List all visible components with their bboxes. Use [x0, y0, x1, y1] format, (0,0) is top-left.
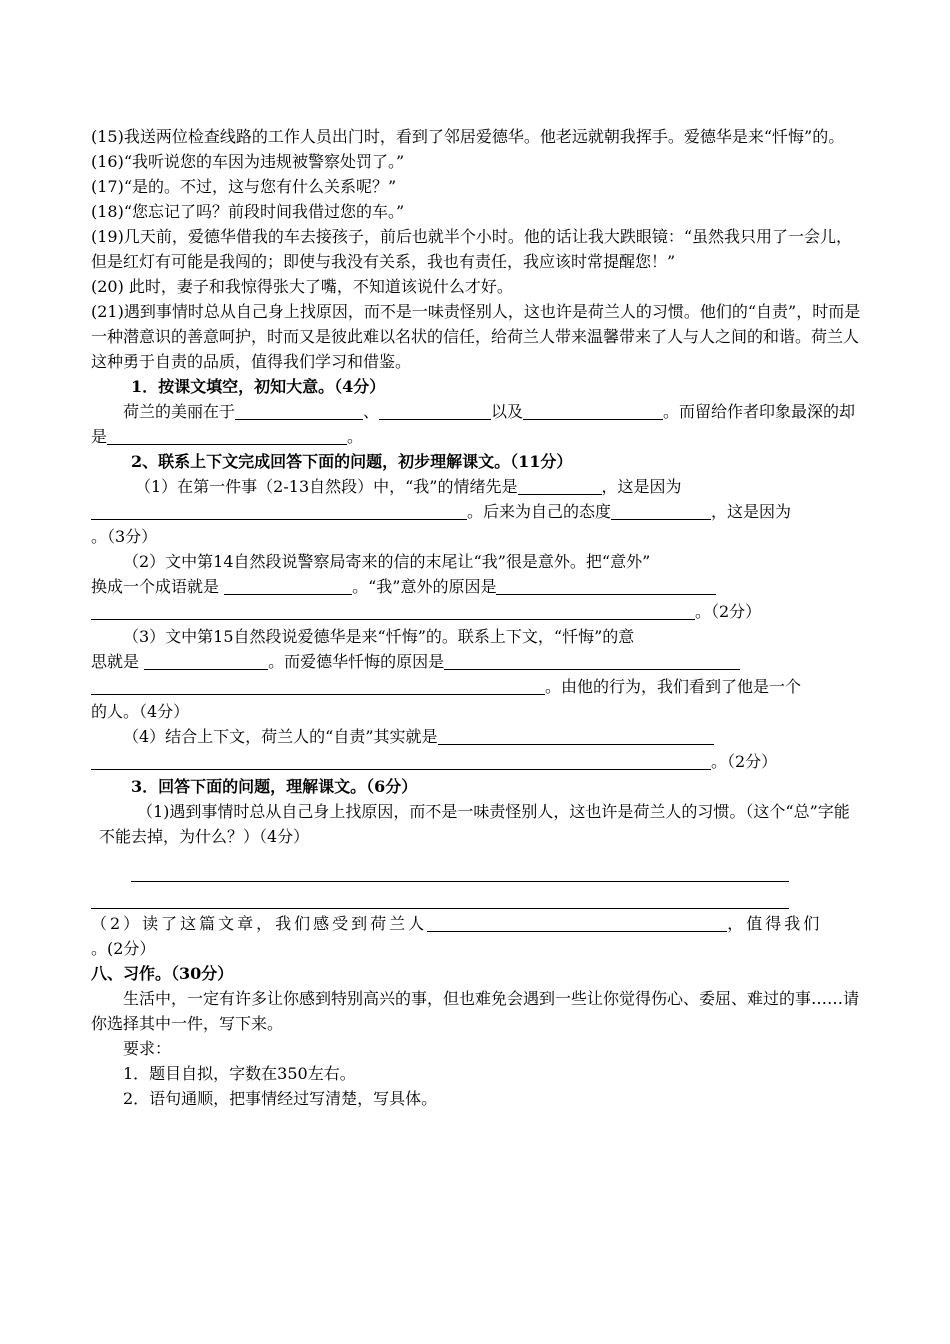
spacer	[91, 849, 861, 859]
answer-blank[interactable]	[144, 651, 268, 670]
q3-sub2-line1	[91, 911, 861, 936]
answer-blank[interactable]	[427, 913, 727, 932]
section-8-title: 八、习作。（30分）	[91, 964, 234, 983]
section-8-requirement-2: 2．语句通顺，把事情经过写清楚，写具体。	[123, 1089, 438, 1108]
q2-sub3-line4: 的人。（4分）	[91, 702, 190, 721]
answer-blank[interactable]	[518, 476, 602, 495]
q2-sub4-text-b: 。（2分）	[711, 752, 778, 771]
q2-sub2-line3	[91, 599, 861, 624]
paragraph-20: (20) 此时，妻子和我惊得张大了嘴，不知道该说什么才好。	[91, 277, 513, 296]
q2-sub1-line3: 。（3分）	[91, 527, 158, 546]
q2-sub3-text-b: 思就是	[91, 652, 140, 671]
answer-blank[interactable]	[91, 601, 695, 620]
q2-sub1-text-d: ，这是因为	[711, 502, 792, 521]
q2-sub3-text-d: 。由他的行为，我们看到了他是一个	[545, 677, 802, 696]
paragraph-19: (19)几天前，爱德华借我的车去接孩子，前后也就半个小时。他的话让我大跌眼镜：“虽然我只用了一会儿，但是红灯有可能是我闯的；即使与我没有关系，我也有责任，我应该时常提醒您！”	[91, 227, 853, 271]
q2-sub2-text-d: 。（2分）	[695, 602, 762, 621]
q2-sub1-text-a: （1）在第一件事（2-13自然段）中，“我”的情绪先是	[135, 477, 518, 496]
q2-sub1-text-c: 。后来为自己的态度	[467, 502, 612, 521]
q1-text-4: 。而留给作者印象最深的却是	[91, 402, 856, 446]
q3-sub2-text-b: ，值得我们	[727, 914, 823, 933]
answer-blank[interactable]	[91, 751, 711, 770]
section-8-requirement-label: 要求：	[123, 1039, 172, 1058]
q1-text-5: 。	[347, 427, 364, 446]
answer-blank[interactable]	[91, 501, 467, 520]
document-page	[91, 124, 861, 1111]
q2-sub3-line1: （3）文中第15自然段说爱德华是来“忏悔”的。联系上下文，“忏悔”的意	[123, 627, 635, 646]
section-8-requirement-1: 1．题目自拟，字数在350左右。	[123, 1064, 356, 1083]
answer-blank[interactable]	[224, 576, 352, 595]
answer-blank[interactable]	[235, 401, 363, 420]
question-2-title: 2、联系上下文完成回答下面的问题，初步理解课文。（11分）	[131, 452, 573, 471]
answer-line[interactable]	[91, 886, 789, 909]
answer-blank[interactable]	[107, 426, 347, 445]
q2-sub3-line3	[91, 674, 861, 699]
q2-sub4-text-a: （4）结合上下文，荷兰人的“自责”其实就是	[123, 727, 438, 746]
q2-sub3-line2	[91, 649, 861, 674]
q3-sub2-line2: 。(2分）	[91, 939, 156, 958]
q3-sub1	[91, 799, 861, 849]
question-1-body	[91, 399, 861, 449]
answer-blank[interactable]	[496, 576, 716, 595]
answer-blank[interactable]	[611, 501, 711, 520]
paragraph-16: (16)“我听说您的车因为违规被警察处罚了。”	[91, 152, 405, 171]
answer-blank[interactable]	[438, 726, 714, 745]
paragraph-17: (17)“是的。不过，这与您有什么关系呢？”	[91, 177, 397, 196]
answer-line[interactable]	[131, 859, 789, 882]
question-3-title: 3．回答下面的问题，理解课文。（6分）	[131, 777, 418, 796]
q1-text-1: 荷兰的美丽在于	[123, 402, 236, 421]
q2-sub2-text-c: 。“我”意外的原因是	[352, 577, 497, 596]
section-8-intro: 生活中，一定有许多让你感到特别高兴的事，但也难免会遇到一些让你觉得伤心、委屈、难过的事……请你选择其中一件，写下来。	[91, 989, 860, 1033]
q2-sub3-text-c: 。而爱德华忏悔的原因是	[268, 652, 445, 671]
q2-sub1-line1	[91, 474, 861, 499]
q2-sub2-line1: （2）文中第14自然段说警察局寄来的信的末尾让“我”很是意外。把“意外”	[123, 552, 651, 571]
q2-sub4-line1	[91, 724, 861, 749]
question-1-title: 1．按课文填空，初知大意。（4分）	[131, 377, 386, 396]
q3-sub2-text-a: （2）读了这篇文章，我们感受到荷兰人	[91, 914, 428, 933]
q1-text-2: 、	[363, 402, 380, 421]
answer-blank[interactable]	[444, 651, 740, 670]
paragraph-21: (21)遇到事情时总从自己身上找原因，而不是一味责怪别人，这也许是荷兰人的习惯。他们的“自责”，时而是一种潜意识的善意呵护，时而又是彼此难以名状的信任，给荷兰人带来温馨带来了人与人之间的和谐。荷兰人这种勇于自责的品质，值得我们学习和借鉴。	[91, 302, 861, 371]
q1-text-3: 以及	[491, 402, 524, 421]
q2-sub1-text-b: ，这是因为	[601, 477, 682, 496]
paragraph-15: (15)我送两位检查线路的工作人员出门时，看到了邻居爱德华。他老远就朝我挥手。爱德华是来“忏悔”的。	[91, 127, 845, 146]
q2-sub4-line2	[91, 749, 861, 774]
answer-blank[interactable]	[379, 401, 491, 420]
answer-blank[interactable]	[91, 676, 545, 695]
q2-sub2-text-b: 换成一个成语就是	[91, 577, 220, 596]
answer-blank[interactable]	[523, 401, 663, 420]
paragraph-18: (18)“您忘记了吗？前段时间我借过您的车。”	[91, 202, 405, 221]
q2-sub2-line2	[91, 574, 861, 599]
q2-sub1-line2	[91, 499, 861, 524]
q3-sub1-text: （1)遇到事情时总从自己身上找原因，而不是一味责怪别人，这也许是荷兰人的习惯。（这个“总”字能不能去掉，为什么？）（4分）	[99, 802, 850, 846]
